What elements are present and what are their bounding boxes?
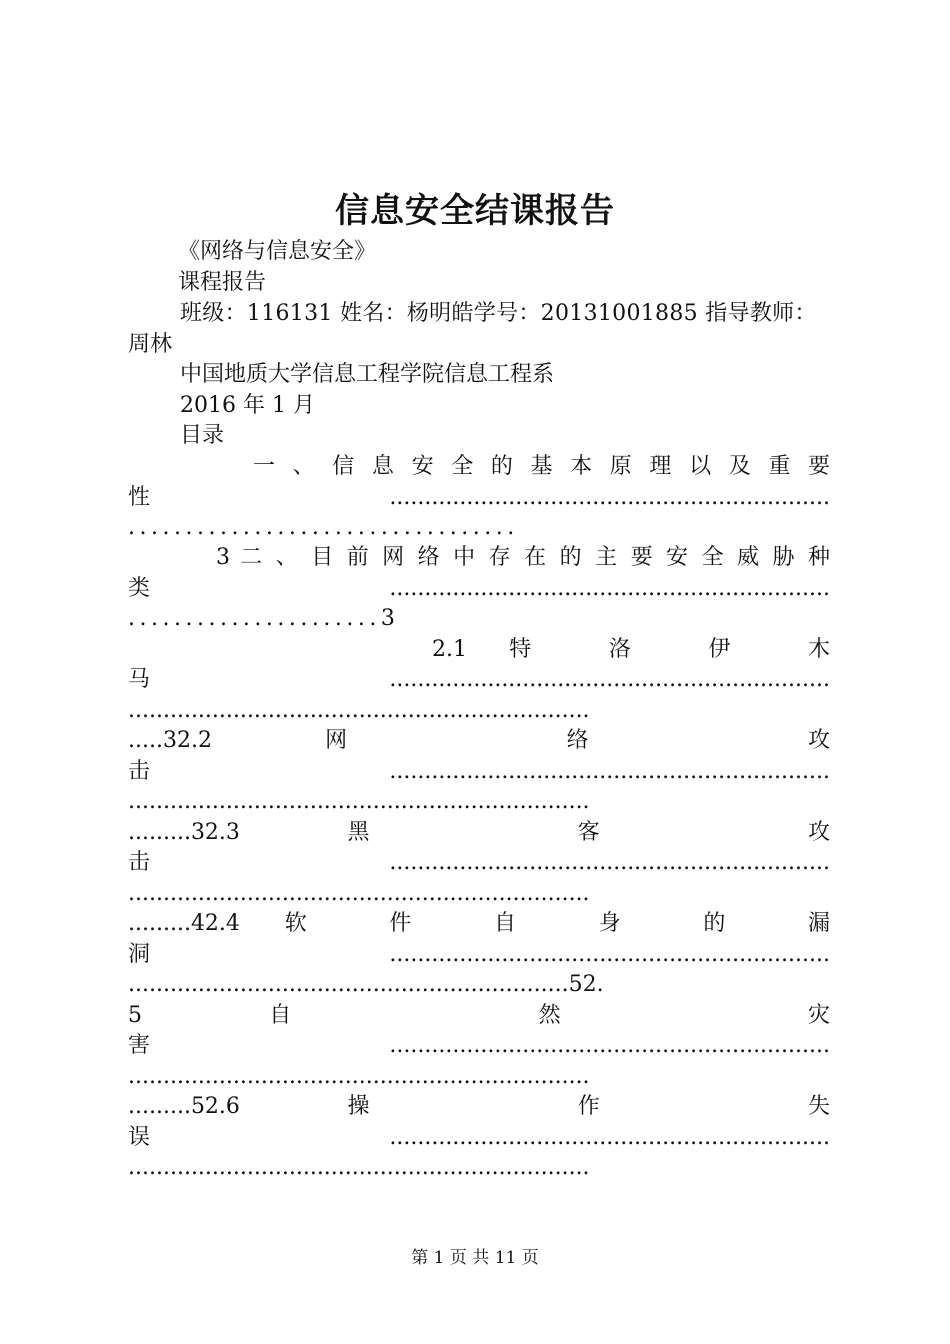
toc-line: .................................. [128, 515, 519, 540]
toc-line: 2.1 特 洛 伊 木 [432, 637, 830, 662]
toc-line: ......................3 [128, 606, 400, 631]
toc-line: .........52.6 操 作 失 [128, 1094, 830, 1119]
toc-line: 马............................................................... [128, 667, 830, 692]
toc-line: 击............................................................... [128, 759, 830, 784]
toc-line: 5 自 然 灾 [128, 1003, 830, 1028]
course-name: 《网络与信息安全》 [178, 239, 377, 264]
toc-line: 性............................................................... [128, 485, 830, 510]
toc-line: 类............................................................... [128, 576, 830, 601]
toc-line: 害............................................................... [128, 1033, 830, 1058]
student-info-line: 班级：116131 姓名：杨明皓学号：20131001885 指导教师： [180, 301, 817, 326]
toc-line: .........42.4 软 件 自 身 的 漏 [128, 911, 830, 936]
report-date: 2016 年 1 月 [180, 393, 315, 418]
toc-line: .................................................................. [128, 881, 590, 906]
toc-line: 误............................................................... [128, 1125, 830, 1150]
toc-line: 洞............................................................... [128, 942, 830, 967]
toc-line: .................................................................. [128, 698, 590, 723]
toc-line: 3 二 、 目 前 网 络 中 存 在 的 主 要 安 全 威 胁 种 [216, 545, 830, 570]
page-footer: 第 1 页 共 11 页 [411, 1248, 539, 1268]
toc-line: .....32.2 网 络 攻 [128, 728, 830, 753]
toc-line: .................................................................. [128, 1155, 590, 1180]
toc-line: .................................................................. [128, 1064, 590, 1089]
institution: 中国地质大学信息工程学院信息工程系 [180, 362, 555, 387]
instructor-name: 周林 [128, 332, 173, 357]
toc-line: 一 、 信 息 安 全 的 基 本 原 理 以 及 重 要 [253, 454, 830, 479]
document-title: 信息安全结课报告 [335, 191, 615, 231]
toc-line: .................................................................. [128, 789, 590, 814]
toc-heading: 目录 [180, 423, 225, 448]
toc-line: .........32.3 黑 客 攻 [128, 820, 830, 845]
report-type: 课程报告 [178, 270, 267, 295]
toc-line: ...............................................................52. [128, 972, 604, 997]
toc-line: 击............................................................... [128, 850, 830, 875]
